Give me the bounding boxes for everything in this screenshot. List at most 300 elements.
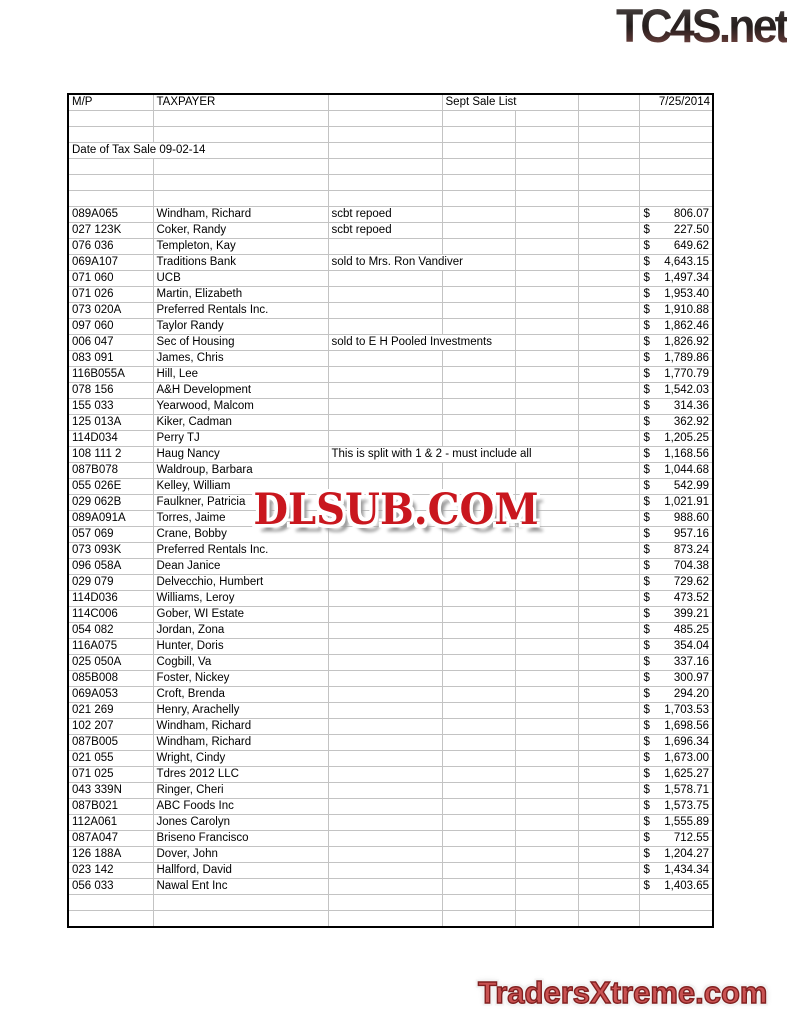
amount-cell — [639, 623, 713, 639]
empty-cell — [578, 591, 639, 607]
amount-value: 1,168.56 — [664, 448, 709, 460]
empty-cell — [639, 191, 713, 207]
empty-cell — [578, 319, 639, 335]
taxpayer-cell: Gober, WI Estate — [153, 607, 328, 623]
empty-cell — [515, 655, 578, 671]
empty-cell — [515, 623, 578, 639]
sheet-row — [68, 463, 713, 479]
empty-cell — [442, 463, 515, 479]
empty-cell — [515, 303, 578, 319]
amount-value: 1,021.91 — [664, 496, 709, 508]
empty-cell — [578, 831, 639, 847]
taxpayer-cell: Preferred Rentals Inc. — [153, 543, 328, 559]
sheet-row — [68, 719, 713, 735]
amount-value: 1,673.00 — [664, 752, 709, 764]
empty-cell — [515, 639, 578, 655]
mp-cell: 112A061 — [68, 815, 153, 831]
taxpayer-cell: Faulkner, Patricia — [153, 495, 328, 511]
mp-cell: 073 020A — [68, 303, 153, 319]
note-cell — [328, 239, 442, 255]
empty-cell — [578, 447, 639, 463]
empty-cell — [578, 783, 639, 799]
amount-value: 1,862.46 — [664, 320, 709, 332]
empty-cell — [578, 639, 639, 655]
empty-cell — [515, 127, 578, 143]
taxpayer-cell: Hunter, Doris — [153, 639, 328, 655]
amount-value: 542.99 — [673, 480, 709, 492]
sheet-row — [68, 431, 713, 447]
empty-cell — [578, 703, 639, 719]
taxpayer-cell: Hallford, David — [153, 863, 328, 879]
note-cell — [328, 847, 442, 863]
sheet-row — [68, 783, 713, 799]
amount-value: 1,204.27 — [664, 848, 709, 860]
note-cell — [328, 735, 442, 751]
empty-cell — [578, 879, 639, 895]
empty-cell — [578, 575, 639, 591]
empty-cell — [578, 527, 639, 543]
empty-cell — [639, 143, 713, 159]
taxpayer-cell: Croft, Brenda — [153, 687, 328, 703]
amount-cell — [639, 863, 713, 879]
empty-cell — [578, 463, 639, 479]
currency-symbol: $ — [643, 480, 650, 492]
empty-cell — [578, 127, 639, 143]
empty-cell — [578, 863, 639, 879]
sheet-row — [68, 287, 713, 303]
empty-cell — [328, 175, 442, 191]
amount-cell — [639, 239, 713, 255]
taxpayer-cell: Traditions Bank — [153, 255, 328, 271]
taxpayer-cell: Waldroup, Barbara — [153, 463, 328, 479]
sheet-row — [68, 319, 713, 335]
sheet-row — [68, 655, 713, 671]
mp-cell: 025 050A — [68, 655, 153, 671]
empty-cell — [578, 399, 639, 415]
note-cell: sold to E H Pooled Investments — [328, 335, 515, 351]
empty-cell — [68, 127, 153, 143]
mp-cell: 116A075 — [68, 639, 153, 655]
empty-cell — [639, 111, 713, 127]
empty-cell — [515, 191, 578, 207]
amount-value: 1,953.40 — [664, 288, 709, 300]
amount-cell — [639, 783, 713, 799]
amount-cell — [639, 879, 713, 895]
amount-value: 314.36 — [673, 400, 709, 412]
empty-cell — [578, 511, 639, 527]
currency-symbol: $ — [643, 880, 650, 892]
currency-symbol: $ — [643, 768, 650, 780]
currency-symbol: $ — [643, 304, 650, 316]
mp-cell: 021 269 — [68, 703, 153, 719]
empty-cell — [442, 815, 515, 831]
empty-cell — [578, 543, 639, 559]
taxpayer-cell: Delvecchio, Humbert — [153, 575, 328, 591]
empty-cell — [442, 623, 515, 639]
taxpayer-cell: Briseno Francisco — [153, 831, 328, 847]
empty-cell — [515, 239, 578, 255]
empty-cell — [515, 719, 578, 735]
empty-cell — [578, 383, 639, 399]
currency-symbol: $ — [643, 720, 650, 732]
empty-cell — [515, 831, 578, 847]
mp-cell: 057 069 — [68, 527, 153, 543]
report-date: 7/25/2014 — [639, 94, 713, 111]
mp-cell: 073 093K — [68, 543, 153, 559]
taxpayer-cell: Preferred Rentals Inc. — [153, 303, 328, 319]
mp-cell: 116B055A — [68, 367, 153, 383]
note-cell — [328, 687, 442, 703]
empty-cell — [578, 159, 639, 175]
note-cell: sold to Mrs. Ron Vandiver — [328, 255, 515, 271]
taxpayer-cell: Nawal Ent Inc — [153, 879, 328, 895]
empty-cell — [578, 94, 639, 111]
sheet-row — [68, 383, 713, 399]
mp-cell: 125 013A — [68, 415, 153, 431]
empty-cell — [515, 879, 578, 895]
mp-cell: 056 033 — [68, 879, 153, 895]
currency-symbol: $ — [643, 864, 650, 876]
note-cell — [328, 655, 442, 671]
amount-cell — [639, 319, 713, 335]
empty-cell — [515, 319, 578, 335]
currency-symbol: $ — [643, 704, 650, 716]
amount-cell — [639, 303, 713, 319]
empty-cell — [515, 767, 578, 783]
amount-value: 1,698.56 — [664, 720, 709, 732]
amount-cell — [639, 719, 713, 735]
taxpayer-cell: ABC Foods Inc — [153, 799, 328, 815]
empty-cell — [442, 319, 515, 335]
note-cell — [328, 591, 442, 607]
currency-symbol: $ — [643, 624, 650, 636]
empty-cell — [578, 751, 639, 767]
note-cell — [328, 767, 442, 783]
empty-cell — [442, 703, 515, 719]
empty-cell — [515, 911, 578, 928]
empty-cell — [68, 191, 153, 207]
empty-cell — [442, 847, 515, 863]
empty-cell — [639, 159, 713, 175]
empty-cell — [578, 335, 639, 351]
amount-cell — [639, 671, 713, 687]
amount-cell — [639, 383, 713, 399]
amount-value: 1,578.71 — [664, 784, 709, 796]
sheet-row — [68, 799, 713, 815]
empty-cell — [442, 863, 515, 879]
note-cell — [328, 879, 442, 895]
amount-value: 1,403.65 — [664, 880, 709, 892]
sheet-row — [68, 271, 713, 287]
empty-cell — [578, 111, 639, 127]
mp-cell: 027 123K — [68, 223, 153, 239]
mp-cell: 085B008 — [68, 671, 153, 687]
note-cell — [328, 607, 442, 623]
amount-cell — [639, 255, 713, 271]
empty-cell — [578, 223, 639, 239]
taxpayer-cell: Dean Janice — [153, 559, 328, 575]
empty-cell — [442, 799, 515, 815]
amount-value: 4,643.15 — [664, 256, 709, 268]
empty-cell — [639, 895, 713, 911]
mp-cell: 043 339N — [68, 783, 153, 799]
empty-cell — [515, 223, 578, 239]
currency-symbol: $ — [643, 752, 650, 764]
empty-cell — [515, 783, 578, 799]
amount-value: 362.92 — [673, 416, 709, 428]
amount-cell — [639, 223, 713, 239]
empty-cell — [442, 655, 515, 671]
empty-cell — [578, 271, 639, 287]
empty-cell — [442, 767, 515, 783]
currency-symbol: $ — [643, 608, 650, 620]
tradersxtreme-logo: TradersXtreme.com — [478, 975, 768, 1010]
empty-cell — [442, 271, 515, 287]
sheet-row — [68, 671, 713, 687]
taxpayer-cell: Ringer, Cheri — [153, 783, 328, 799]
amount-cell — [639, 207, 713, 223]
amount-value: 300.97 — [673, 672, 709, 684]
empty-cell — [68, 895, 153, 911]
note-cell — [328, 639, 442, 655]
empty-cell — [515, 207, 578, 223]
taxpayer-cell: Hill, Lee — [153, 367, 328, 383]
note-cell — [328, 783, 442, 799]
sheet-row — [68, 207, 713, 223]
amount-value: 1,573.75 — [664, 800, 709, 812]
sheet-row — [68, 559, 713, 575]
sheet-row — [68, 895, 713, 911]
taxpayer-cell: Haug Nancy — [153, 447, 328, 463]
currency-symbol: $ — [643, 592, 650, 604]
sheet-row — [68, 175, 713, 191]
note-cell: scbt repoed — [328, 207, 442, 223]
note-cell — [328, 319, 442, 335]
currency-symbol: $ — [643, 560, 650, 572]
empty-cell — [639, 175, 713, 191]
amount-cell — [639, 815, 713, 831]
sheet-row — [68, 447, 713, 463]
empty-cell — [442, 111, 515, 127]
mp-cell: 071 025 — [68, 767, 153, 783]
empty-cell — [153, 191, 328, 207]
currency-symbol: $ — [643, 288, 650, 300]
empty-cell — [328, 911, 442, 928]
note-cell — [328, 431, 442, 447]
currency-symbol: $ — [643, 384, 650, 396]
empty-cell — [578, 655, 639, 671]
note-cell — [328, 703, 442, 719]
mp-cell: 076 036 — [68, 239, 153, 255]
empty-cell — [515, 895, 578, 911]
taxpayer-cell: Coker, Randy — [153, 223, 328, 239]
empty-cell — [442, 143, 515, 159]
empty-cell — [442, 159, 515, 175]
sheet-row — [68, 351, 713, 367]
taxpayer-cell: Wright, Cindy — [153, 751, 328, 767]
tc4s-logo: TC4S.net — [616, 0, 787, 52]
amount-cell — [639, 415, 713, 431]
empty-cell — [578, 815, 639, 831]
sheet-row — [68, 367, 713, 383]
taxpayer-cell: Torres, Jaime — [153, 511, 328, 527]
mp-cell: 069A053 — [68, 687, 153, 703]
empty-cell — [515, 607, 578, 623]
sheet-row — [68, 735, 713, 751]
amount-value: 1,789.86 — [664, 352, 709, 364]
empty-cell — [442, 751, 515, 767]
currency-symbol: $ — [643, 368, 650, 380]
empty-cell — [153, 159, 328, 175]
sheet-row — [68, 639, 713, 655]
note-cell — [328, 719, 442, 735]
header-taxpayer: TAXPAYER — [153, 94, 328, 111]
empty-cell — [515, 735, 578, 751]
taxpayer-cell: Dover, John — [153, 847, 328, 863]
currency-symbol: $ — [643, 496, 650, 508]
empty-cell — [515, 431, 578, 447]
sheet-row — [68, 399, 713, 415]
amount-cell — [639, 687, 713, 703]
mp-cell: 071 060 — [68, 271, 153, 287]
mp-cell: 006 047 — [68, 335, 153, 351]
currency-symbol: $ — [643, 816, 650, 828]
amount-cell — [639, 735, 713, 751]
sheet-row — [68, 911, 713, 928]
empty-cell — [578, 719, 639, 735]
sheet-row — [68, 687, 713, 703]
amount-cell — [639, 639, 713, 655]
sheet-row — [68, 575, 713, 591]
empty-cell — [68, 111, 153, 127]
empty-cell — [442, 303, 515, 319]
mp-cell: 087A047 — [68, 831, 153, 847]
empty-cell — [442, 559, 515, 575]
empty-cell — [442, 831, 515, 847]
empty-cell — [328, 159, 442, 175]
empty-cell — [578, 559, 639, 575]
empty-cell — [515, 383, 578, 399]
empty-cell — [578, 351, 639, 367]
mp-cell: 089A065 — [68, 207, 153, 223]
empty-cell — [515, 559, 578, 575]
amount-cell — [639, 831, 713, 847]
empty-cell — [442, 239, 515, 255]
empty-cell — [578, 431, 639, 447]
amount-value: 704.38 — [673, 560, 709, 572]
currency-symbol: $ — [643, 416, 650, 428]
empty-cell — [442, 223, 515, 239]
note-cell — [328, 751, 442, 767]
amount-value: 354.04 — [673, 640, 709, 652]
empty-cell — [442, 639, 515, 655]
sheet-title: Sept Sale List — [442, 94, 578, 111]
empty-cell — [515, 543, 578, 559]
amount-cell — [639, 527, 713, 543]
empty-cell — [578, 911, 639, 928]
empty-cell — [328, 127, 442, 143]
taxpayer-cell: A&H Development — [153, 383, 328, 399]
mp-cell: 114C006 — [68, 607, 153, 623]
amount-cell — [639, 335, 713, 351]
amount-cell — [639, 495, 713, 511]
sheet-row — [68, 159, 713, 175]
mp-cell: 021 055 — [68, 751, 153, 767]
note-cell — [328, 303, 442, 319]
empty-cell — [578, 735, 639, 751]
mp-cell: 055 026E — [68, 479, 153, 495]
amount-value: 1,696.34 — [664, 736, 709, 748]
amount-cell — [639, 271, 713, 287]
amount-cell — [639, 591, 713, 607]
empty-cell — [515, 799, 578, 815]
empty-cell — [153, 895, 328, 911]
note-cell — [328, 543, 442, 559]
empty-cell — [578, 799, 639, 815]
amount-cell — [639, 607, 713, 623]
currency-symbol: $ — [643, 272, 650, 284]
amount-cell — [639, 351, 713, 367]
note-cell — [328, 415, 442, 431]
empty-cell — [153, 111, 328, 127]
amount-value: 1,542.03 — [664, 384, 709, 396]
mp-cell: 078 156 — [68, 383, 153, 399]
currency-symbol: $ — [643, 208, 650, 220]
sheet-row — [68, 127, 713, 143]
empty-cell — [153, 911, 328, 928]
amount-value: 473.52 — [673, 592, 709, 604]
amount-cell — [639, 703, 713, 719]
empty-cell — [578, 191, 639, 207]
amount-cell — [639, 799, 713, 815]
currency-symbol: $ — [643, 240, 650, 252]
amount-value: 1,044.68 — [664, 464, 709, 476]
empty-cell — [442, 591, 515, 607]
amount-cell — [639, 751, 713, 767]
mp-cell: 108 111 2 — [68, 447, 153, 463]
empty-cell — [442, 175, 515, 191]
note-cell — [328, 399, 442, 415]
empty-cell — [442, 191, 515, 207]
empty-cell — [442, 415, 515, 431]
currency-symbol: $ — [643, 544, 650, 556]
sheet-row — [68, 94, 713, 111]
currency-symbol: $ — [643, 512, 650, 524]
note-cell: scbt repoed — [328, 223, 442, 239]
note-cell — [328, 383, 442, 399]
taxpayer-cell: Kiker, Cadman — [153, 415, 328, 431]
sheet-row — [68, 879, 713, 895]
amount-value: 1,826.92 — [664, 336, 709, 348]
taxpayer-cell: Windham, Richard — [153, 207, 328, 223]
currency-symbol: $ — [643, 352, 650, 364]
empty-cell — [515, 271, 578, 287]
empty-cell — [515, 815, 578, 831]
amount-cell — [639, 399, 713, 415]
empty-cell — [153, 127, 328, 143]
empty-cell — [442, 399, 515, 415]
mp-cell: 089A091A — [68, 511, 153, 527]
empty-cell — [578, 367, 639, 383]
taxpayer-cell: Henry, Arachelly — [153, 703, 328, 719]
sheet-row — [68, 815, 713, 831]
empty-cell — [515, 463, 578, 479]
mp-cell: 083 091 — [68, 351, 153, 367]
empty-cell — [328, 143, 442, 159]
amount-cell — [639, 479, 713, 495]
amount-cell — [639, 543, 713, 559]
empty-cell — [578, 239, 639, 255]
